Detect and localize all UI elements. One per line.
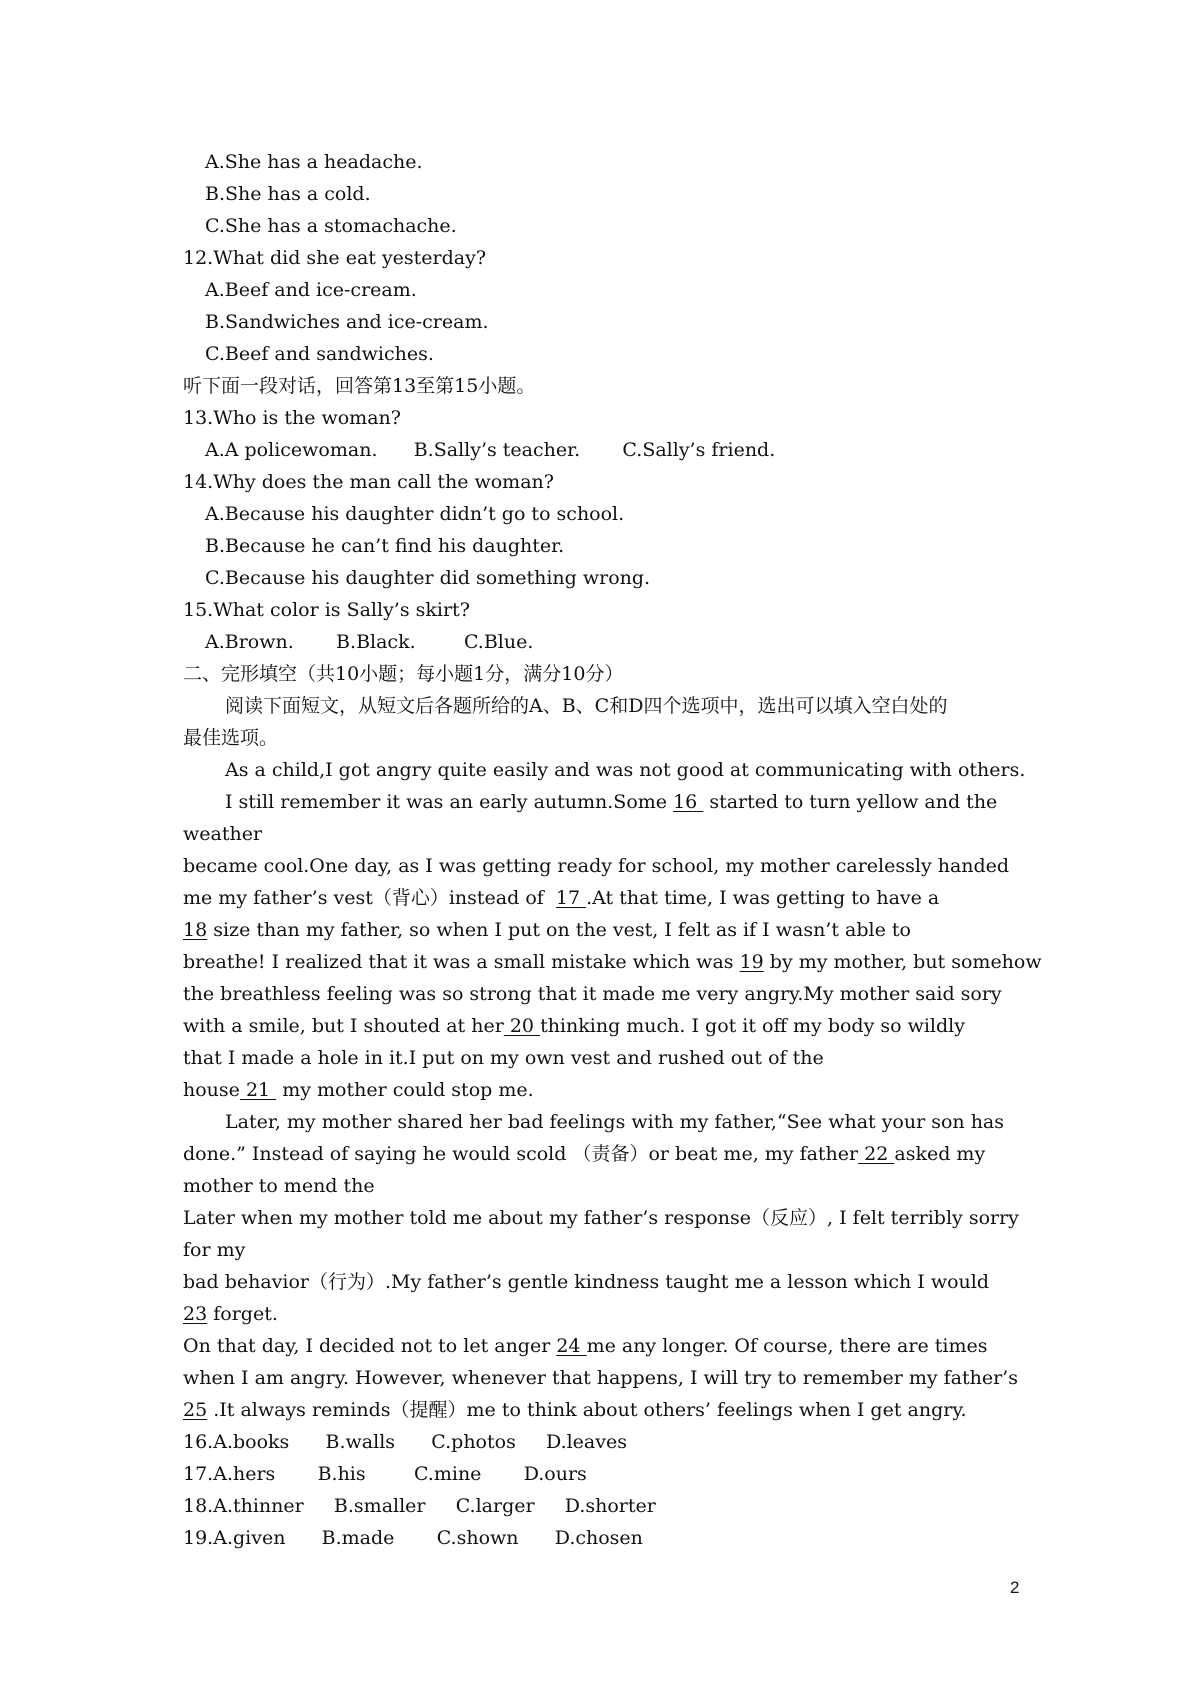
- line-text: 12.What did she eat yesterday?: [183, 247, 487, 269]
- text-line: [205, 278, 417, 302]
- line-text: 16.A.books B.walls C.photos D.leaves: [183, 1431, 627, 1453]
- line-text: me any longer. Of course, there are times: [586, 1335, 988, 1357]
- line-text: 最佳选项。: [183, 727, 279, 749]
- text-line: [225, 694, 947, 718]
- blank-number: 25: [183, 1399, 208, 1421]
- text-line: [183, 470, 554, 494]
- text-line: [205, 150, 422, 174]
- text-line: [183, 1174, 375, 1198]
- text-line: [183, 1078, 534, 1102]
- line-text: 13.Who is the woman?: [183, 407, 401, 429]
- text-line: [205, 342, 434, 366]
- line-text: done.” Instead of saying he would scold （责备）or beat me, my father: [183, 1143, 859, 1165]
- blank-number: 16: [673, 791, 704, 813]
- text-line: [183, 598, 470, 622]
- line-text: 15.What color is Sally’s skirt?: [183, 599, 470, 621]
- text-line: [183, 1334, 987, 1358]
- line-text: A.Brown. B.Black. C.Blue.: [205, 631, 534, 653]
- line-text: mother to mend the: [183, 1175, 375, 1197]
- line-text: A.She has a headache.: [205, 151, 423, 173]
- line-text: B.She has a cold.: [205, 183, 371, 205]
- line-text: C.Beef and sandwiches.: [205, 343, 434, 365]
- line-text: Later when my mother told me about my father’s response（反应）, I felt terribly sorry: [183, 1207, 1019, 1229]
- line-text: breathe! I realized that it was a small mistake which was: [183, 951, 740, 973]
- line-text: started to turn yellow and the: [703, 791, 998, 813]
- text-line: [183, 406, 401, 430]
- line-text: 阅读下面短文，从短文后各题所给的A、B、C和D四个选项中，选出可以填入空白处的: [225, 695, 948, 717]
- text-line: [183, 982, 1002, 1006]
- line-text: C.She has a stomachache.: [205, 215, 457, 237]
- line-text: C.Because his daughter did something wrong.: [205, 567, 651, 589]
- line-text: 18.A.thinner B.smaller C.larger D.shorter: [183, 1495, 656, 1517]
- page-number: 2: [1010, 1578, 1020, 1597]
- text-line: [183, 1526, 643, 1550]
- line-text: On that day, I decided not to let anger: [183, 1335, 557, 1357]
- text-line: [225, 790, 997, 814]
- text-line: [183, 918, 911, 942]
- text-line: [183, 886, 939, 910]
- line-text: size than my father, so when I put on the vest, I felt as if I wasn’t able to: [207, 919, 911, 941]
- text-line: [183, 1398, 967, 1422]
- text-line: [225, 758, 1025, 782]
- text-line: [183, 854, 1009, 878]
- line-text: when I am angry. However, whenever that happens, I will try to remember my father’s: [183, 1367, 1018, 1389]
- line-text: 听下面一段对话，回答第13至第15小题。: [183, 375, 536, 397]
- line-text: bad behavior（行为）.My father’s gentle kindness taught me a lesson which I would: [183, 1271, 989, 1293]
- text-line: [183, 726, 278, 750]
- text-line: [183, 1430, 627, 1454]
- text-line: [205, 310, 489, 334]
- text-line: [183, 246, 486, 270]
- text-line: [183, 1494, 656, 1518]
- text-line: [205, 502, 624, 526]
- text-line: [183, 822, 262, 846]
- line-text: by my mother, but somehow: [763, 951, 1042, 973]
- line-text: my mother could stop me.: [276, 1079, 534, 1101]
- text-line: [183, 1238, 245, 1262]
- text-line: [183, 1270, 989, 1294]
- text-line: [205, 534, 564, 558]
- text-line: [205, 566, 650, 590]
- line-text: with a smile, but I shouted at her: [183, 1015, 504, 1037]
- line-text: Later, my mother shared her bad feelings with my father,“See what your son has: [225, 1111, 1005, 1133]
- line-text: .At that time, I was getting to have a: [586, 887, 940, 909]
- line-text: became cool.One day, as I was getting ready for school, my mother carelessly handed: [183, 855, 1010, 877]
- blank-number: 18: [183, 919, 208, 941]
- blank-number: 19: [739, 951, 764, 973]
- line-text: B.Because he can’t find his daughter.: [205, 535, 565, 557]
- text-line: [205, 182, 371, 206]
- line-text: weather: [183, 823, 263, 845]
- blank-number: 23: [183, 1303, 208, 1325]
- line-text: .It always reminds（提醒）me to think about others’ feelings when I get angry.: [207, 1399, 967, 1421]
- line-text: 19.A.given B.made C.shown D.chosen: [183, 1527, 643, 1549]
- line-text: house: [183, 1079, 240, 1101]
- blank-number: 17: [555, 887, 587, 909]
- line-text: 14.Why does the man call the woman?: [183, 471, 554, 493]
- text-line: [183, 1462, 587, 1486]
- text-line: [225, 1110, 1004, 1134]
- line-text: asked my: [894, 1143, 986, 1165]
- text-line: [183, 1046, 824, 1070]
- text-line: [183, 662, 623, 686]
- line-text: me my father’s vest（背心）instead of: [183, 887, 556, 909]
- blank-number: 21: [239, 1079, 277, 1101]
- line-text: A.Because his daughter didn’t go to school.: [205, 503, 625, 525]
- text-line: [183, 950, 1042, 974]
- line-text: A.A policewoman. B.Sally’s teacher. C.Sally’s friend.: [205, 439, 776, 461]
- text-line: [183, 1014, 965, 1038]
- line-text: for my: [183, 1239, 246, 1261]
- text-line: [205, 438, 775, 462]
- text-line: [183, 1206, 1019, 1230]
- line-text: B.Sandwiches and ice-cream.: [205, 311, 489, 333]
- line-text: I still remember it was an early autumn.Some: [225, 791, 674, 813]
- text-line: [183, 1366, 1018, 1390]
- text-line: [183, 1302, 278, 1326]
- line-text: As a child,I got angry quite easily and was not good at communicating with others.: [225, 759, 1026, 781]
- line-text: that I made a hole in it.I put on my own vest and rushed out of the: [183, 1047, 824, 1069]
- text-line: [183, 374, 535, 398]
- text-line: [183, 1142, 985, 1166]
- text-line: [205, 630, 533, 654]
- text-line: [205, 214, 457, 238]
- blank-number: 20: [503, 1015, 541, 1037]
- blank-number: 24: [556, 1335, 587, 1357]
- line-text: 二、完形填空（共10小题；每小题1分，满分10分）: [183, 663, 624, 685]
- line-text: forget.: [207, 1303, 278, 1325]
- line-text: A.Beef and ice-cream.: [205, 279, 417, 301]
- blank-number: 22: [858, 1143, 895, 1165]
- line-text: the breathless feeling was so strong that it made me very angry.My mother said sory: [183, 983, 1002, 1005]
- line-text: 17.A.hers B.his C.mine D.ours: [183, 1463, 587, 1485]
- line-text: thinking much. I got it off my body so wildly: [540, 1015, 965, 1037]
